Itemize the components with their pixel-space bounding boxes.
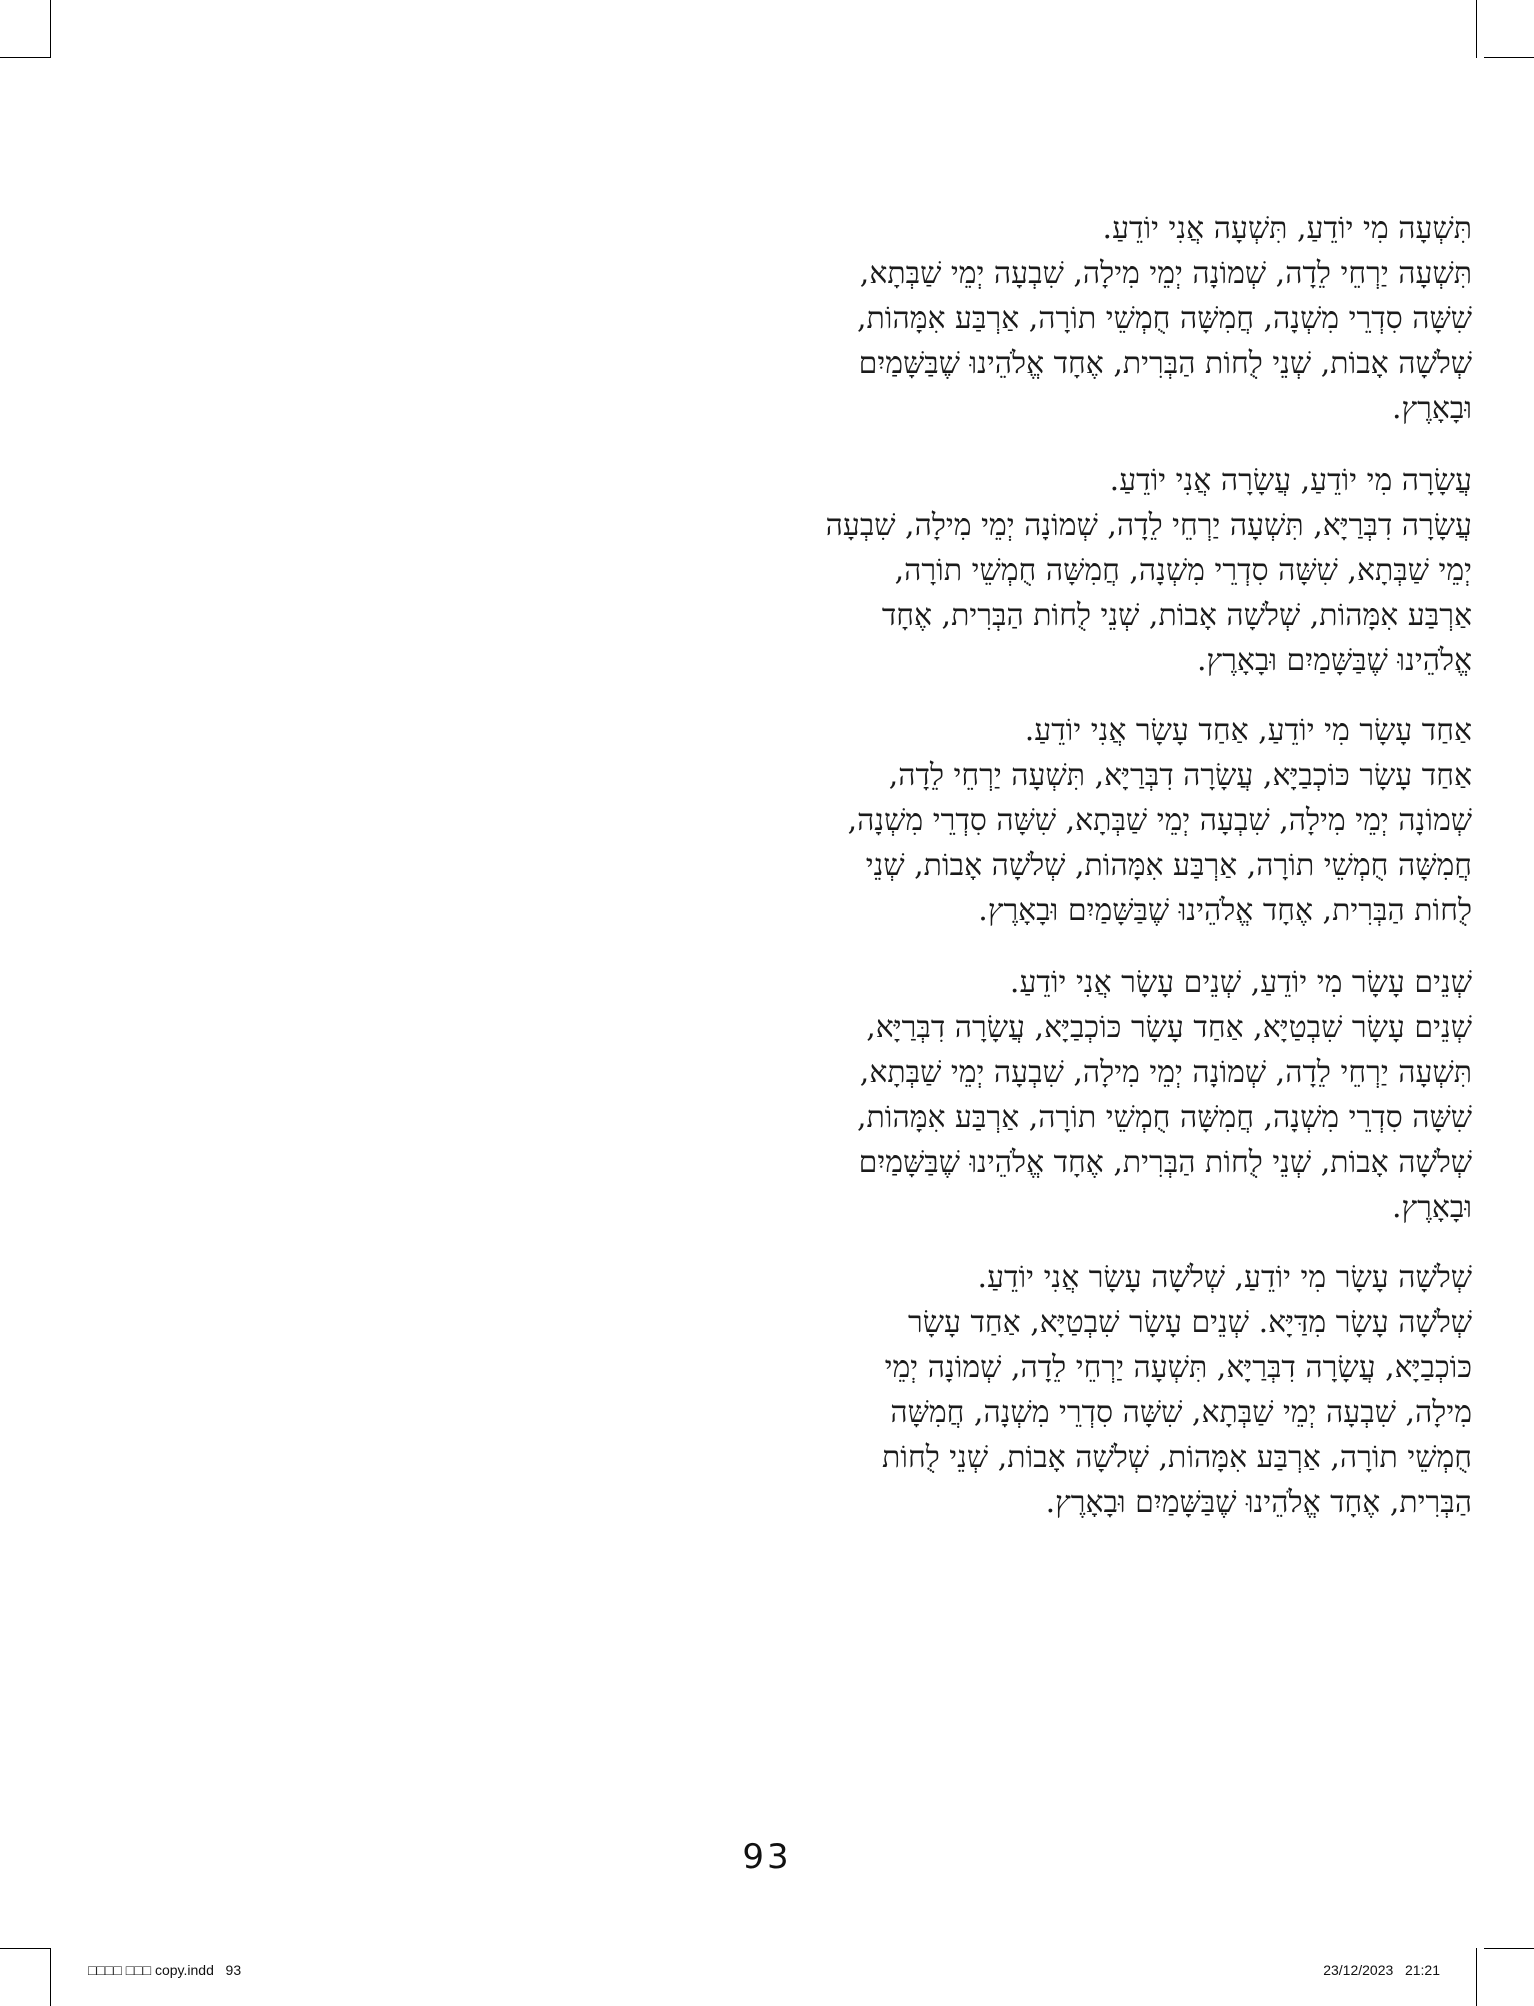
page-number: 93 — [742, 1837, 792, 1877]
stanza-line: אֱלֹהֵינוּ שֶׁבַּשָּׁמַיִם וּבָאָרֶץ. — [1196, 643, 1472, 678]
slug-datetime: 23/12/2023 21:21 — [1323, 1962, 1440, 1978]
stanza-line: עֲשָׂרָה מִי יוֹדֵעַ, עֲשָׂרָה אֲנִי יוֹדֵעַ. — [1109, 463, 1472, 498]
stanza-line: אַחַד עָשָׂר כּוֹכְבַיָּא, עֲשָׂרָה דִבְּרַיָּא, תִּשְׁעָה יַרְחֵי לֵדָה, — [888, 758, 1472, 793]
stanza-line: שְׁלֹשָׁה עָשָׂר מִדַּיָּא. שְׁנֵים עָשָׂר שִׁבְטַיָּא, אַחַד עָשָׂר — [908, 1305, 1472, 1340]
stanza-3 — [102, 708, 1472, 933]
crop-mark-top-right-horizontal — [1484, 57, 1534, 58]
stanza-1 — [102, 206, 1472, 431]
slug-file-info: □□□□ □□□ copy.indd 93 — [88, 1962, 242, 1978]
stanza-line: הַבְּרִית, אֶחָד אֱלֹהֵינוּ שֶׁבַּשָּׁמַיִם וּבָאָרֶץ. — [1045, 1485, 1472, 1520]
stanza-line: שְׁנֵים עָשָׂר שִׁבְטַיָּא, אַחַד עָשָׂר כּוֹכְבַיָּא, עֲשָׂרָה דִבְּרַיָּא, — [866, 1010, 1472, 1045]
stanza-line: כּוֹכְבַיָּא, עֲשָׂרָה דִבְּרַיָּא, תִּשְׁעָה יַרְחֵי לֵדָה, שְׁמוֹנָה יְמֵי — [884, 1350, 1472, 1385]
crop-mark-top-left-horizontal — [0, 57, 50, 58]
stanza-line: שְׁלֹשָׁה עָשָׂר מִי יוֹדֵעַ, שְׁלֹשָׁה עָשָׂר אֲנִי יוֹדֵעַ. — [977, 1260, 1472, 1295]
crop-mark-top-right-vertical — [1476, 0, 1477, 58]
stanza-line: חֲמִשָּׁה חֻמְשֵׁי תוֹרָה, אַרְבַּע אִמָּהוֹת, שְׁלֹשָׁה אָבוֹת, שְׁנֵי — [865, 848, 1472, 883]
stanza-line: שִׁשָּׁה סִדְרֵי מִשְׁנָה, חֲמִשָּׁה חֻמְשֵׁי תוֹרָה, אַרְבַּע אִמָּהוֹת, — [856, 1100, 1472, 1135]
stanza-line: תִּשְׁעָה יַרְחֵי לֵדָה, שְׁמוֹנָה יְמֵי מִילָה, שִׁבְעָה יְמֵי שַׁבְּתָא, — [859, 256, 1472, 291]
stanza-line: אַרְבַּע אִמָּהוֹת, שְׁלֹשָׁה אָבוֹת, שְׁנֵי לֻחוֹת הַבְּרִית, אֶחָד — [881, 598, 1472, 633]
stanza-line: שְׁלֹשָׁה אָבוֹת, שְׁנֵי לֻחוֹת הַבְּרִית, אֶחָד אֱלֹהֵינוּ שֶׁבַּשָּׁמַיִם — [858, 346, 1472, 381]
stanza-line: שְׁלֹשָׁה אָבוֹת, שְׁנֵי לֻחוֹת הַבְּרִית, אֶחָד אֱלֹהֵינוּ שֶׁבַּשָּׁמַיִם — [858, 1145, 1472, 1180]
stanza-line: שְׁנֵים עָשָׂר מִי יוֹדֵעַ, שְׁנֵים עָשָׂר אֲנִי יוֹדֵעַ. — [1009, 965, 1472, 1000]
stanza-line: יְמֵי שַׁבְּתָא, שִׁשָּׁה סִדְרֵי מִשְׁנָה, חֲמִשָּׁה חֻמְשֵׁי תוֹרָה, — [894, 553, 1472, 588]
stanza-line: אַחַד עָשָׂר מִי יוֹדֵעַ, אַחַד עָשָׂר אֲנִי יוֹדֵעַ. — [1024, 713, 1472, 748]
crop-mark-bottom-left-vertical — [50, 1948, 51, 2006]
stanza-line: תִּשְׁעָה יַרְחֵי לֵדָה, שְׁמוֹנָה יְמֵי מִילָה, שִׁבְעָה יְמֵי שַׁבְּתָא, — [859, 1055, 1472, 1090]
stanza-line: לֻחוֹת הַבְּרִית, אֶחָד אֱלֹהֵינוּ שֶׁבַּשָּׁמַיִם וּבָאָרֶץ. — [978, 893, 1472, 928]
stanza-5 — [102, 1255, 1472, 1525]
stanza-line: וּבָאָרֶץ. — [1391, 1190, 1472, 1225]
crop-mark-top-left-vertical — [50, 0, 51, 58]
stanza-line: שִׁשָּׁה סִדְרֵי מִשְׁנָה, חֲמִשָּׁה חֻמְשֵׁי תוֹרָה, אַרְבַּע אִמָּהוֹת, — [856, 301, 1472, 336]
stanza-line: עֲשָׂרָה דִבְּרַיָּא, תִּשְׁעָה יַרְחֵי לֵדָה, שְׁמוֹנָה יְמֵי מִילָה, שִׁבְעָה — [825, 508, 1472, 543]
stanza-line: וּבָאָרֶץ. — [1391, 391, 1472, 426]
crop-mark-bottom-right-vertical — [1476, 1948, 1477, 2006]
stanza-2 — [102, 458, 1472, 683]
stanza-line: תִּשְׁעָה מִי יוֹדֵעַ, תִּשְׁעָה אֲנִי יוֹדֵעַ. — [1102, 211, 1472, 246]
stanza-line: חֻמְשֵׁי תוֹרָה, אַרְבַּע אִמָּהוֹת, שְׁלֹשָׁה אָבוֹת, שְׁנֵי לֻחוֹת — [882, 1440, 1472, 1475]
crop-mark-bottom-left-horizontal — [0, 1948, 50, 1949]
stanza-line: מִילָה, שִׁבְעָה יְמֵי שַׁבְּתָא, שִׁשָּׁה סִדְרֵי מִשְׁנָה, חֲמִשָּׁה — [890, 1395, 1472, 1430]
stanza-line: שְׁמוֹנָה יְמֵי מִילָה, שִׁבְעָה יְמֵי שַׁבְּתָא, שִׁשָּׁה סִדְרֵי מִשְׁנָה, — [847, 803, 1472, 838]
crop-mark-bottom-right-horizontal — [1484, 1948, 1534, 1949]
stanza-4 — [102, 960, 1472, 1230]
